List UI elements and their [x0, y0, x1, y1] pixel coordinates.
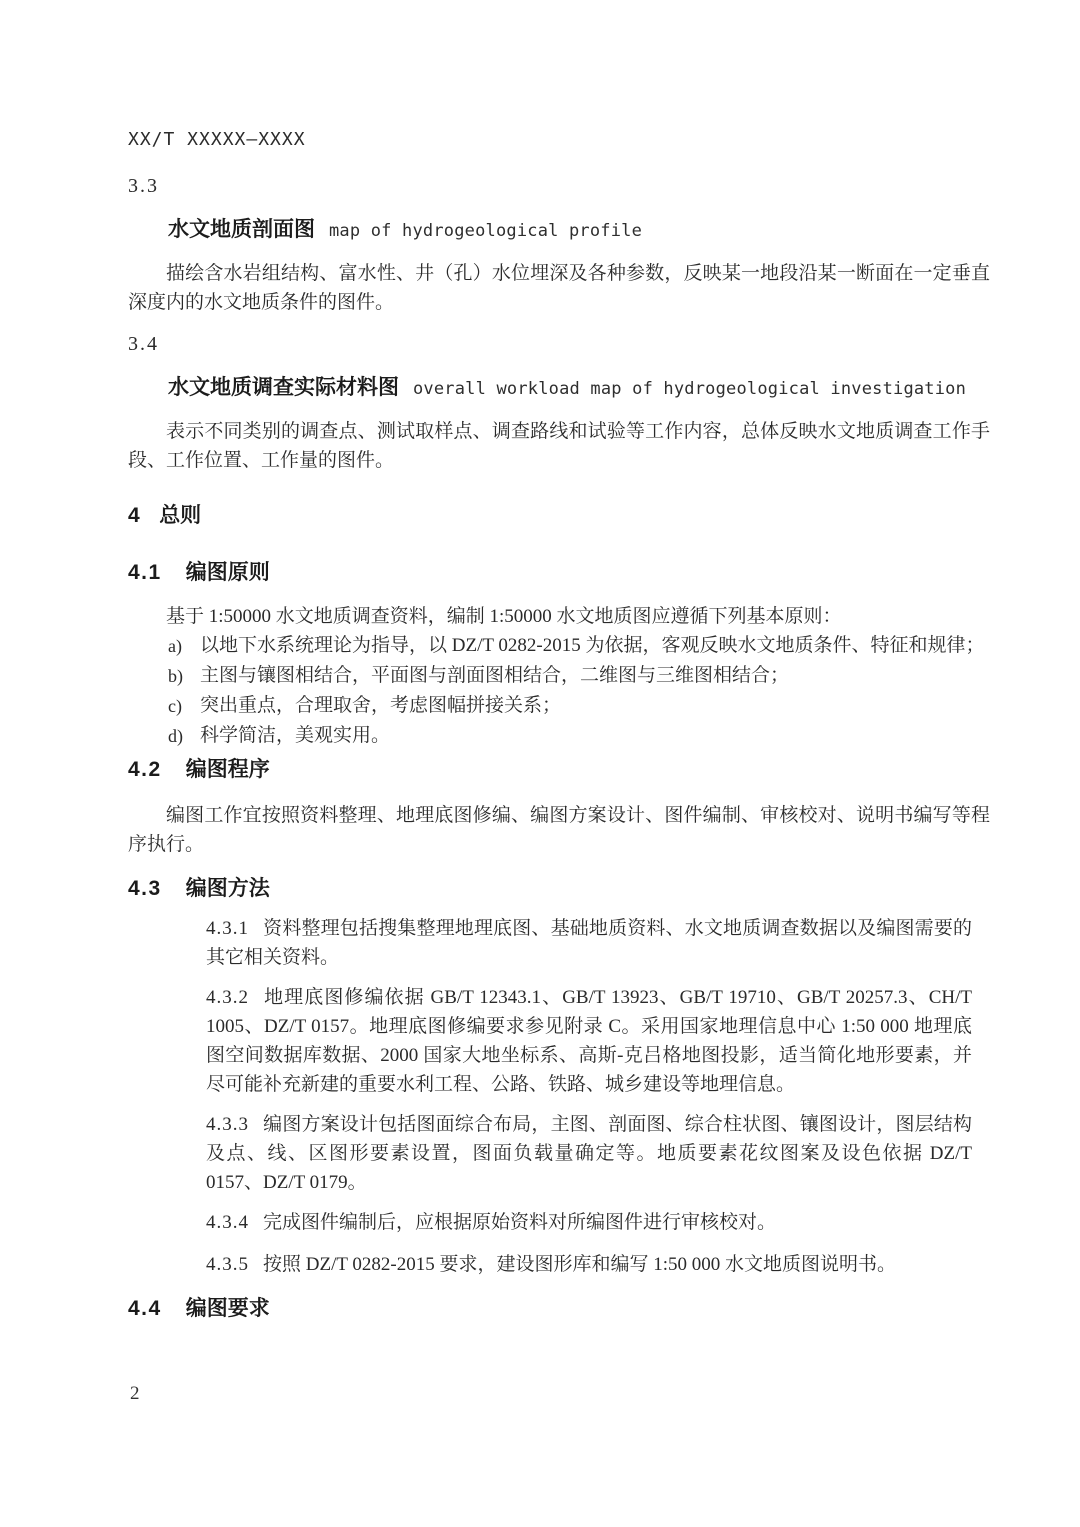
section-title-4-3: 编图方法	[185, 877, 270, 900]
clause-number-4-3-4: 4.3.4	[206, 1212, 249, 1233]
section-title-4-1: 编图原则	[185, 561, 270, 584]
term-clause-number-3-4: 3.4	[128, 333, 159, 355]
section-number-4-4: 4.4	[128, 1297, 162, 1320]
chapter-number: 4	[128, 504, 142, 527]
list-text-c: 突出重点，合理取舍，考虑图幅拼接关系；	[200, 695, 562, 716]
section-4-2-body: 编图工作宜按照资料整理、地理底图修编、编图方案设计、图件编制、审核校对、说明书编写等程序执行。	[128, 805, 990, 855]
term-definition-3-4: 表示不同类别的调查点、测试取样点、调查路线和试验等工作内容，总体反映水文地质调查工作手段、工作位置、工作量的图件。	[128, 421, 990, 471]
standard-code-header: XX/T XXXXX—XXXX	[128, 129, 306, 150]
term-heading-3-3	[168, 217, 990, 245]
chapter-title: 总则	[159, 504, 202, 527]
term-en-3-4: overall workload map of hydrogeological investigation	[413, 379, 967, 399]
section-title-4-4: 编图要求	[185, 1297, 270, 1320]
list-text-d: 科学简洁，美观实用。	[200, 725, 391, 746]
clause-number-4-3-3: 4.3.3	[206, 1114, 249, 1135]
chapter-heading-4	[128, 503, 990, 529]
clause-number-4-3-5: 4.3.5	[206, 1254, 249, 1275]
clause-4-3-1	[206, 914, 972, 972]
clause-text-4-3-5: 按照 DZ/T 0282-2015 要求，建设图形库和编写 1:50 000 水文地质图说明书。	[263, 1254, 896, 1275]
term-zh-3-4: 水文地质调查实际材料图	[168, 376, 399, 399]
clause-text-4-3-1: 资料整理包括搜集整理地理底图、基础地质资料、水文地质调查数据以及编图需要的其它相关资料。	[206, 918, 972, 968]
section-number-4-1: 4.1	[128, 561, 162, 584]
clause-text-4-3-4: 完成图件编制后，应根据原始资料对所编图件进行审核校对。	[263, 1212, 777, 1233]
section-heading-4-3	[128, 876, 990, 902]
clause-text-4-3-3: 编图方案设计包括图面综合布局，主图、剖面图、综合柱状图、镶图设计，图层结构及点、线、区图形要素设置，图面负载量确定等。地质要素花纹图案及设色依据 DZ/T 0157、DZ/T 0179。	[206, 1114, 972, 1193]
page-number: 2	[130, 1383, 140, 1404]
term-definition-3-3: 描绘含水岩组结构、富水性、井（孔）水位埋深及各种参数，反映某一地段沿某一断面在一定垂直深度内的水文地质条件的图件。	[128, 263, 990, 313]
list-text-a: 以地下水系统理论为指导，以 DZ/T 0282-2015 为依据，客观反映水文地质条件、特征和规律；	[200, 635, 985, 656]
list-marker-a: a)	[168, 636, 182, 656]
term-zh-3-3: 水文地质剖面图	[168, 218, 315, 241]
list-item-d	[128, 721, 990, 751]
clause-text-4-3-2: 地理底图修编依据 GB/T 12343.1、GB/T 13923、GB/T 19710、GB/T 20257.3、CH/T 1005、DZ/T 0157。地理底图修编要求参见附录 C。采用国家地理信息中心 1:50 000 地理底图空间数据库数据、2000 国家大地坐标系、高斯-克吕格地图投影，适当简化地形要素，并尽可能补充新建的重要水利工程、公路、铁路、城乡建设等地理信息。	[206, 987, 972, 1095]
clause-number-4-3-1: 4.3.1	[206, 918, 249, 939]
section-number-4-2: 4.2	[128, 758, 162, 781]
term-clause-number-3-3: 3.3	[128, 175, 159, 197]
list-item-c	[128, 691, 990, 721]
section-heading-4-4	[128, 1296, 990, 1322]
list-marker-b: b)	[168, 666, 183, 686]
section-heading-4-1	[128, 560, 990, 586]
section-title-4-2: 编图程序	[185, 758, 270, 781]
list-item-a	[128, 631, 990, 661]
clause-number-4-3-2: 4.3.2	[206, 987, 249, 1008]
term-heading-3-4	[168, 375, 990, 403]
page-content	[128, 0, 990, 1322]
clause-4-3-5	[206, 1250, 972, 1279]
principles-list	[128, 631, 990, 751]
list-marker-d: d)	[168, 726, 183, 746]
section-4-1-intro: 基于 1:50000 水文地质调查资料，编制 1:50000 水文地质图应遵循下列基本原则：	[166, 606, 842, 627]
section-heading-4-2	[128, 757, 990, 783]
section-number-4-3: 4.3	[128, 877, 162, 900]
clause-4-3-4	[206, 1208, 972, 1237]
clause-4-3-3	[206, 1110, 972, 1197]
list-text-b: 主图与镶图相结合，平面图与剖面图相结合，二维图与三维图相结合；	[200, 665, 790, 686]
term-en-3-3: map of hydrogeological profile	[329, 221, 643, 241]
clause-4-3-2	[206, 983, 972, 1099]
list-marker-c: c)	[168, 696, 182, 716]
list-item-b	[128, 661, 990, 691]
